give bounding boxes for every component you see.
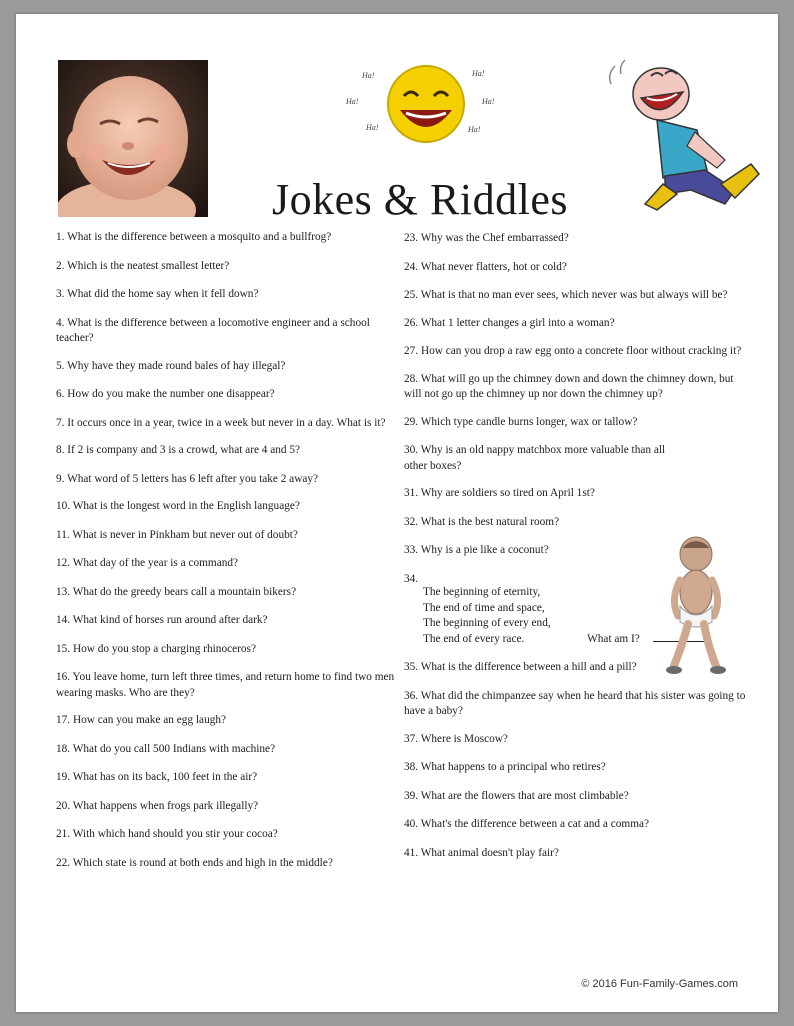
question-item: 15. How do you stop a charging rhinoceros? xyxy=(56,642,256,655)
question-item: 33. Why is a pie like a coconut? xyxy=(404,544,549,556)
question-item: 3. What did the home say when it fell down? xyxy=(56,288,259,300)
copyright-footer: © 2016 Fun-Family-Games.com xyxy=(581,978,738,990)
question-item: 18. What do you call 500 Indians with machine? xyxy=(56,742,276,755)
ha-bubble: Ha! xyxy=(366,123,379,132)
question-item: 37. Where is Moscow? xyxy=(404,732,508,745)
riddle-line: The end of time and space, xyxy=(423,601,545,614)
question-item: 12. What day of the year is a command? xyxy=(56,557,239,569)
question-item: 30. Why is an old nappy matchbox more valuable than all other boxes? xyxy=(404,444,666,472)
question-item: 36. What did the chimpanzee say when he heard that his sister was going to have a baby? xyxy=(404,689,746,717)
riddle-line: The beginning of eternity, xyxy=(423,586,541,598)
ha-bubble: Ha! xyxy=(482,97,495,106)
question-item: 27. How can you drop a raw egg onto a concrete floor without cracking it? xyxy=(404,345,742,357)
ha-bubble: Ha! xyxy=(472,69,485,78)
question-item: 2. Which is the neatest smallest letter? xyxy=(56,259,230,272)
question-item: 23. Why was the Chef embarrassed? xyxy=(404,232,569,244)
riddle-number: 34. xyxy=(404,572,419,585)
question-item: 5. Why have they made round bales of hay illegal? xyxy=(56,359,286,372)
question-item: 41. What animal doesn't play fair? xyxy=(404,846,559,859)
question-item: 8. If 2 is company and 3 is a crowd, what are 4 and 5? xyxy=(56,444,301,456)
question-item: 14. What kind of horses run around after dark? xyxy=(56,614,268,626)
riddle-ask: What am I? xyxy=(587,632,640,645)
question-item: 22. Which state is round at both ends and high in the middle? xyxy=(56,856,333,869)
question-item: 29. Which type candle burns longer, wax or tallow? xyxy=(404,415,638,428)
question-item: 28. What will go up the chimney down and down the chimney down, but will not go up the chimney up nor down the chimney up? xyxy=(404,372,734,400)
questions-left-column xyxy=(56,230,401,883)
dancing-baby-icon xyxy=(666,532,726,682)
question-item: 16. You leave home, turn left three times, and return home to find two men wearing masks. Who are they? xyxy=(56,671,395,699)
question-item: 4. What is the difference between a locomotive engineer and a school teacher? xyxy=(56,316,370,344)
question-item: 10. What is the longest word in the English language? xyxy=(56,500,300,512)
question-item: 40. What's the difference between a cat and a comma? xyxy=(404,818,650,830)
question-item: 35. What is the difference between a hill and a pill? xyxy=(404,661,637,673)
question-item: 38. What happens to a principal who retires? xyxy=(404,761,606,773)
question-item: 17. How can you make an egg laugh? xyxy=(56,714,227,726)
question-item: 39. What are the flowers that are most climbable? xyxy=(404,789,629,802)
worksheet-page xyxy=(16,14,778,1012)
laughing-smiley-icon xyxy=(336,58,506,168)
question-item: 11. What is never in Pinkham but never out of doubt? xyxy=(56,528,298,541)
ha-bubble: Ha! xyxy=(468,125,481,134)
riddle-line: The beginning of every end, xyxy=(423,617,551,629)
riddle-line-last: The end of every race. xyxy=(423,632,525,645)
ha-bubble: Ha! xyxy=(346,97,359,106)
question-item: 7. It occurs once in a year, twice in a week but never in a day. What is it? xyxy=(56,416,386,429)
question-item: 24. What never flatters, hot or cold? xyxy=(404,260,567,273)
question-item: 31. Why are soldiers so tired on April 1st? xyxy=(404,487,595,499)
question-item: 26. What 1 letter changes a girl into a woman? xyxy=(404,316,615,329)
question-item: 9. What word of 5 letters has 6 left after you take 2 away? xyxy=(56,472,319,485)
question-item: 13. What do the greedy bears call a mountain bikers? xyxy=(56,585,297,598)
question-item: 1. What is the difference between a mosquito and a bullfrog? xyxy=(56,231,332,243)
question-item: 6. How do you make the number one disappear? xyxy=(56,388,275,400)
ha-bubble: Ha! xyxy=(362,71,375,80)
question-item: 19. What has on its back, 100 feet in the air? xyxy=(56,771,258,783)
question-item: 21. With which hand should you stir your cocoa? xyxy=(56,828,278,840)
question-item: 25. What is that no man ever sees, which never was but always will be? xyxy=(404,289,728,301)
question-item: 20. What happens when frogs park illegally? xyxy=(56,799,259,812)
question-item: 32. What is the best natural room? xyxy=(404,515,560,528)
page-title: Jokes & Riddles xyxy=(272,175,568,224)
